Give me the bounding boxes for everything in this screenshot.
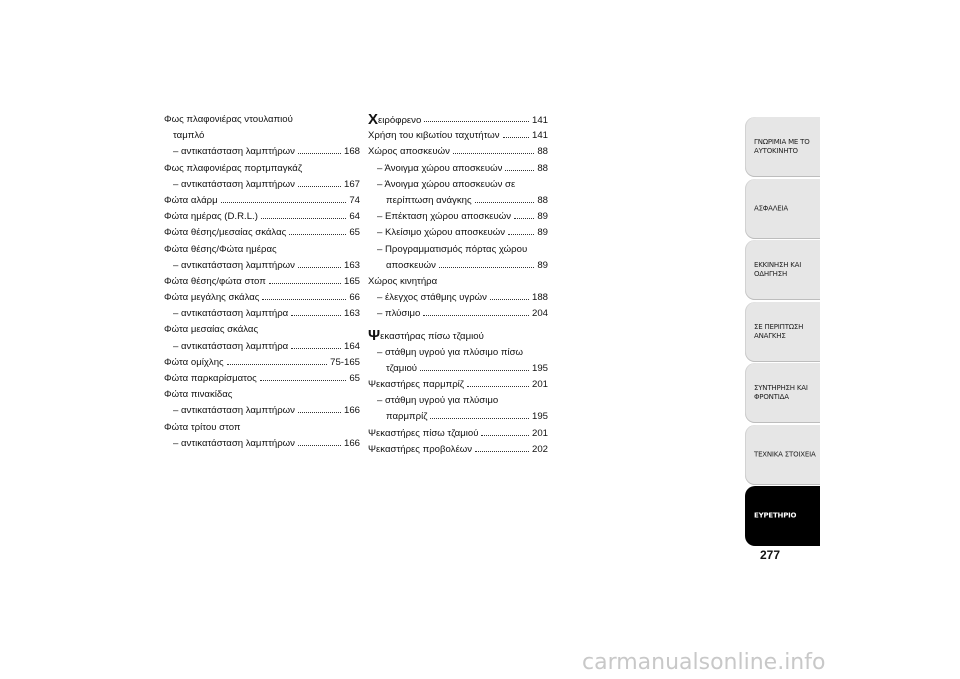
dot-leader xyxy=(298,153,341,154)
index-line xyxy=(164,225,360,241)
index-page-ref: 88 xyxy=(537,194,548,206)
dot-leader xyxy=(269,283,341,284)
index-line xyxy=(164,355,360,371)
chapter-tab-label: ΓΝΩΡΙΜΙΑ ΜΕ ΤΟ ΑΥΤΟΚΙΝΗΤΟ xyxy=(754,138,810,155)
index-entry xyxy=(164,258,360,274)
index-entry-text: – στάθμη υγρού για πλύσιμο πίσω xyxy=(377,346,524,358)
index-line xyxy=(164,112,360,128)
index-page-ref: 141 xyxy=(531,115,548,126)
dot-leader xyxy=(430,418,529,419)
index-entry-text: – Άνοιγμα χώρου αποσκευών xyxy=(377,162,503,174)
index-page-ref: 66 xyxy=(349,292,360,304)
index-entry xyxy=(368,112,548,128)
index-page-ref: 163 xyxy=(343,308,360,320)
index-entry xyxy=(164,161,360,177)
index-entry xyxy=(164,322,360,338)
index-entry-text: – έλεγχος στάθμης υγρών xyxy=(377,292,487,304)
index-line xyxy=(164,339,360,355)
dot-leader xyxy=(475,451,529,452)
index-entry-text: Ψεκαστήρες παρμπρίζ xyxy=(368,379,465,390)
index-page-ref: 89 xyxy=(537,259,548,271)
index-page-ref: 202 xyxy=(531,443,548,455)
dot-leader xyxy=(298,267,341,268)
index-line xyxy=(368,225,548,241)
index-line xyxy=(164,161,360,177)
dot-leader xyxy=(503,137,529,138)
index-line xyxy=(164,322,360,338)
index-entry-text: – Άνοιγμα χώρου αποσκευών σε xyxy=(377,178,516,190)
index-entry-text: Φως πλαφονιέρας ντουλαπιού xyxy=(164,114,293,125)
index-entry xyxy=(164,387,360,403)
index-entry xyxy=(368,290,548,306)
index-line xyxy=(164,387,360,403)
index-entry xyxy=(164,339,360,355)
chapter-tab[interactable] xyxy=(745,425,820,485)
index-line xyxy=(368,442,548,458)
index-entry xyxy=(368,306,548,322)
index-entry-text: Φώτα μεγάλης σκάλας xyxy=(164,292,260,304)
chapter-tab-label: ΑΣΦΑΛΕΙΑ xyxy=(754,204,788,212)
dot-leader xyxy=(514,218,534,219)
index-entry-text: – στάθμη υγρού για πλύσιμο xyxy=(377,395,499,407)
index-entry xyxy=(368,274,548,290)
index-entry-text: – αντικατάσταση λαμπτήρων xyxy=(173,178,295,190)
index-entry-text: Χρήση του κιβωτίου ταχυτήτων xyxy=(368,130,500,142)
index-entry-text: Ψεκαστήρες πίσω τζαμιού xyxy=(368,427,479,439)
dot-leader xyxy=(467,386,529,387)
index-line xyxy=(368,242,548,258)
index-entry xyxy=(164,209,360,225)
index-line xyxy=(368,409,548,425)
dot-leader xyxy=(262,299,346,300)
chapter-tab[interactable] xyxy=(745,117,820,177)
index-entry-text: παρμπρίζ xyxy=(386,411,428,423)
index-line xyxy=(368,112,548,128)
index-entry xyxy=(164,274,360,290)
index-page-ref: 188 xyxy=(531,292,548,304)
index-entry xyxy=(368,442,548,458)
dot-leader xyxy=(261,218,346,219)
index-line xyxy=(164,258,360,274)
index-line xyxy=(368,290,548,306)
index-entry-text: Φώτα πινακίδας xyxy=(164,389,233,401)
index-entry-text: Φώτα ομίχλης xyxy=(164,356,224,368)
index-line xyxy=(164,274,360,290)
index-page-ref: 167 xyxy=(343,178,360,190)
index-page-ref: 201 xyxy=(531,427,548,439)
dot-leader xyxy=(508,234,534,235)
index-line xyxy=(368,161,548,177)
index-entry-text: – αντικατάσταση λαμπτήρων xyxy=(173,437,295,449)
index-page-ref: 168 xyxy=(343,146,360,158)
index-entry-text: Φώτα αλάρμ xyxy=(164,194,218,206)
index-page-ref: 166 xyxy=(343,437,360,449)
index-page-ref: 64 xyxy=(349,211,360,223)
index-page-ref: 195 xyxy=(531,362,548,374)
chapter-tabs xyxy=(745,117,820,548)
index-entry-text: Φώτα θέσης/Φώτα ημέρας xyxy=(164,243,277,255)
index-line xyxy=(368,193,548,209)
index-entry-text: – Επέκταση χώρου αποσκευών xyxy=(377,211,512,223)
index-line xyxy=(164,403,360,419)
index-entry-text: αποσκευών xyxy=(386,259,436,271)
index-line xyxy=(368,144,548,160)
index-line xyxy=(368,426,548,442)
index-line xyxy=(164,144,360,160)
index-line xyxy=(368,258,548,274)
index-entry-text: ειρόφρενο xyxy=(378,115,422,126)
index-entry xyxy=(164,436,360,452)
dot-leader xyxy=(423,315,529,316)
chapter-tab-label: ΕΚΚΙΝΗΣΗ ΚΑΙ ΟΔΗΓΗΣΗ xyxy=(754,261,802,278)
index-entry xyxy=(368,377,548,393)
chapter-tab-label: ΣΕ ΠΕΡΙΠΤΩΣΗ ΑΝΑΓΚΗΣ xyxy=(754,322,804,340)
chapter-tab-label: ΤΕΧΝΙΚΑ ΣΤΟΙΧΕΙΑ xyxy=(754,450,816,458)
index-line xyxy=(368,377,548,393)
index-page-ref: 165 xyxy=(343,275,360,287)
dot-leader xyxy=(481,435,529,436)
index-entry-text: Ψεκαστήρες προβολέων xyxy=(368,443,473,455)
index-page-ref: 166 xyxy=(343,405,360,417)
index-line xyxy=(164,371,360,387)
dot-leader xyxy=(424,121,529,122)
index-letter-initial: Ψ xyxy=(368,327,381,345)
index-entry-text: – αντικατάσταση λαμπτήρα xyxy=(173,308,289,320)
index-line xyxy=(164,193,360,209)
index-entry xyxy=(164,306,360,322)
index-entry xyxy=(368,225,548,241)
index-line xyxy=(368,209,548,225)
index-entry-text: τζαμιού xyxy=(386,362,418,374)
index-entry-text: εκαστήρας πίσω τζαμιού xyxy=(380,331,484,343)
index-entry xyxy=(164,371,360,387)
index-entry-text: – αντικατάσταση λαμπτήρων xyxy=(173,405,295,417)
index-entry xyxy=(368,161,548,177)
dot-leader xyxy=(260,380,347,381)
index-entry-text: – Προγραμματισμός πόρτας χώρου xyxy=(377,243,528,255)
index-letter-initial: Χ xyxy=(368,111,379,128)
index-page-ref: 89 xyxy=(537,211,548,223)
index-entry xyxy=(164,290,360,306)
index-entry xyxy=(164,355,360,371)
index-page-ref: 89 xyxy=(537,227,548,239)
index-entry-text: Φώτα ημέρας (D.R.L.) xyxy=(164,211,258,223)
index-page-ref: 163 xyxy=(343,259,360,271)
dot-leader xyxy=(439,267,534,268)
index-page-ref: 88 xyxy=(537,146,548,158)
dot-leader xyxy=(289,234,346,235)
index-left-column xyxy=(164,112,360,452)
index-entry-text: περίπτωση ανάγκης xyxy=(386,194,472,206)
index-entry xyxy=(164,420,360,436)
dot-leader xyxy=(298,445,341,446)
index-entry xyxy=(368,426,548,442)
index-line xyxy=(368,361,548,377)
index-entry xyxy=(164,177,360,193)
index-entry-text: Φώτα θέσης/μεσαίας σκάλας xyxy=(164,227,287,239)
index-page-ref: 88 xyxy=(537,162,548,174)
index-entry-text: Χώρος αποσκευών xyxy=(368,146,450,158)
index-entry-text: ταμπλό xyxy=(173,130,205,142)
index-page-ref: 65 xyxy=(349,227,360,239)
dot-leader xyxy=(291,315,341,316)
index-page-ref: 195 xyxy=(531,411,548,423)
index-right-column xyxy=(368,112,548,458)
index-line xyxy=(164,420,360,436)
index-entry-text: – πλύσιμο xyxy=(377,308,421,320)
index-entry-text: – αντικατάσταση λαμπτήρων xyxy=(173,146,295,158)
index-line xyxy=(368,345,548,361)
dot-leader xyxy=(453,153,534,154)
index-entry xyxy=(368,345,548,377)
index-entry xyxy=(368,144,548,160)
index-page-ref: 141 xyxy=(531,130,548,142)
index-entry xyxy=(368,242,548,274)
index-entry-text: Φώτα παρκαρίσματος xyxy=(164,373,257,384)
index-entry-text: Φώτα μεσαίας σκάλας xyxy=(164,324,259,336)
index-line xyxy=(164,290,360,306)
index-entry xyxy=(368,393,548,425)
index-page-ref: 201 xyxy=(531,379,548,390)
index-page-ref: 164 xyxy=(343,340,360,352)
index-line xyxy=(368,306,548,322)
index-entry-text: – αντικατάσταση λαμπτήρων xyxy=(173,259,295,271)
index-entry-text: Φώτα τρίτου στοπ xyxy=(164,421,241,433)
dot-leader xyxy=(221,202,347,203)
index-line xyxy=(164,177,360,193)
chapter-tab[interactable] xyxy=(745,486,820,546)
chapter-tab-label: ΣΥΝΤΗΡΗΣΗ ΚΑΙ ΦΡΟΝΤΙΔΑ xyxy=(754,384,808,401)
dot-leader xyxy=(291,348,341,349)
dot-leader xyxy=(298,186,341,187)
index-page-ref: 204 xyxy=(531,308,548,320)
watermark: carmanualsonline.info xyxy=(582,650,826,675)
index-entry-text: – Κλείσιμο χώρου αποσκευών xyxy=(377,227,506,239)
chapter-tab-label: ΕΥΡΕΤΗΡΙΟ xyxy=(754,511,797,520)
index-line xyxy=(368,393,548,409)
index-line xyxy=(368,274,548,290)
index-entry xyxy=(368,128,548,144)
index-page-ref: 65 xyxy=(349,373,360,384)
index-entry xyxy=(164,242,360,258)
index-line xyxy=(164,242,360,258)
index-line xyxy=(164,306,360,322)
index-line xyxy=(368,177,548,193)
index-entry-text: Φώτα θέσης/φώτα στοπ xyxy=(164,275,266,287)
index-entry xyxy=(164,144,360,160)
index-entry-text: – αντικατάσταση λαμπτήρα xyxy=(173,340,289,352)
dot-leader xyxy=(420,370,529,371)
dot-leader xyxy=(475,202,535,203)
index-line xyxy=(368,128,548,144)
index-entry xyxy=(164,112,360,144)
page-number: 277 xyxy=(760,548,781,562)
index-page-ref: 74 xyxy=(349,194,360,206)
index-line xyxy=(368,328,548,344)
dot-leader xyxy=(490,299,529,300)
index-entry xyxy=(164,193,360,209)
index-entry xyxy=(368,328,548,344)
index-line xyxy=(164,436,360,452)
index-entry-text: Φως πλαφονιέρας πορτμπαγκάζ xyxy=(164,162,303,174)
chapter-tab[interactable] xyxy=(745,363,820,423)
index-entry xyxy=(164,225,360,241)
index-line xyxy=(164,209,360,225)
dot-leader xyxy=(227,364,327,365)
index-page-ref: 75-165 xyxy=(330,356,360,368)
index-line xyxy=(164,128,360,144)
dot-leader xyxy=(505,170,534,171)
chapter-tab[interactable] xyxy=(745,240,820,300)
index-entry-text: Χώρος κινητήρα xyxy=(368,275,438,287)
chapter-tab[interactable] xyxy=(745,302,820,362)
index-entry xyxy=(164,403,360,419)
index-entry xyxy=(368,177,548,209)
chapter-tab[interactable] xyxy=(745,179,820,239)
index-entry xyxy=(368,209,548,225)
dot-leader xyxy=(298,412,341,413)
